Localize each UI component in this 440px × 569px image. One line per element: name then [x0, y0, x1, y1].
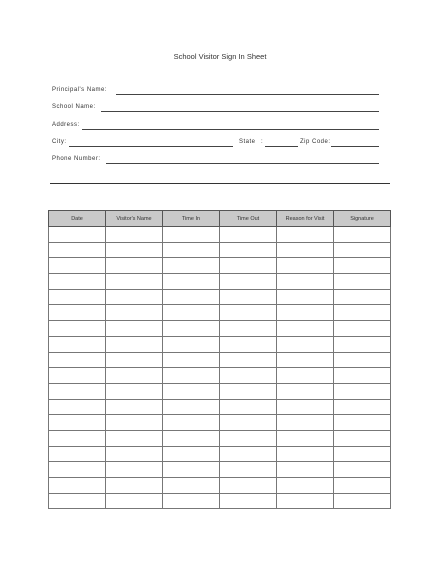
table-cell[interactable]	[49, 399, 106, 415]
table-cell[interactable]	[163, 305, 220, 321]
table-row	[49, 478, 391, 494]
table-cell[interactable]	[277, 289, 334, 305]
address-label: Address:	[52, 122, 80, 128]
table-cell[interactable]	[49, 493, 106, 509]
table-cell[interactable]	[106, 227, 163, 243]
table-cell[interactable]	[277, 462, 334, 478]
table-cell[interactable]	[163, 462, 220, 478]
table-cell[interactable]	[220, 478, 277, 494]
table-cell[interactable]	[334, 446, 391, 462]
table-row	[49, 227, 391, 243]
table-cell[interactable]	[49, 352, 106, 368]
school-name-field[interactable]	[101, 111, 379, 112]
table-cell[interactable]	[277, 305, 334, 321]
table-cell[interactable]	[49, 383, 106, 399]
table-cell[interactable]	[277, 336, 334, 352]
table-row	[49, 274, 391, 290]
table-cell[interactable]	[334, 336, 391, 352]
table-cell[interactable]	[277, 478, 334, 494]
column-header-visitor-name: Visitor's Name	[106, 211, 163, 227]
table-cell[interactable]	[106, 274, 163, 290]
table-cell[interactable]	[163, 274, 220, 290]
table-cell[interactable]	[49, 258, 106, 274]
table-row	[49, 321, 391, 337]
table-cell[interactable]	[220, 462, 277, 478]
table-cell[interactable]	[163, 368, 220, 384]
table-cell[interactable]	[220, 336, 277, 352]
table-cell[interactable]	[220, 321, 277, 337]
table-cell[interactable]	[106, 321, 163, 337]
table-cell[interactable]	[334, 305, 391, 321]
table-cell[interactable]	[277, 493, 334, 509]
table-cell[interactable]	[220, 289, 277, 305]
column-header-date: Date	[49, 211, 106, 227]
table-cell[interactable]	[334, 274, 391, 290]
form-title: School Visitor Sign In Sheet	[173, 52, 267, 61]
city-label: City:	[52, 139, 67, 145]
visitor-log-table	[48, 210, 391, 509]
table-cell[interactable]	[163, 258, 220, 274]
table-row	[49, 383, 391, 399]
table-cell[interactable]	[106, 430, 163, 446]
table-cell[interactable]	[49, 305, 106, 321]
table-cell[interactable]	[49, 227, 106, 243]
table-cell[interactable]	[49, 242, 106, 258]
table-cell[interactable]	[163, 493, 220, 509]
section-divider	[50, 183, 390, 184]
school-name-label: School Name:	[52, 104, 96, 110]
table-cell[interactable]	[277, 430, 334, 446]
table-row	[49, 352, 391, 368]
table-cell[interactable]	[163, 415, 220, 431]
table-cell[interactable]	[277, 352, 334, 368]
table-cell[interactable]	[277, 321, 334, 337]
table-cell[interactable]	[277, 227, 334, 243]
zip-code-label: Zip Code:	[300, 139, 331, 145]
table-cell[interactable]	[220, 446, 277, 462]
table-row	[49, 399, 391, 415]
table-cell[interactable]	[334, 258, 391, 274]
table-cell[interactable]	[106, 399, 163, 415]
table-cell[interactable]	[106, 242, 163, 258]
table-cell[interactable]	[106, 336, 163, 352]
table-cell[interactable]	[163, 321, 220, 337]
table-row	[49, 305, 391, 321]
phone-number-label: Phone Number:	[52, 156, 101, 162]
table-cell[interactable]	[106, 462, 163, 478]
table-cell[interactable]	[334, 399, 391, 415]
table-cell[interactable]	[334, 478, 391, 494]
table-cell[interactable]	[334, 321, 391, 337]
table-cell[interactable]	[49, 462, 106, 478]
table-row	[49, 242, 391, 258]
column-header-reason: Reason for Visit	[277, 211, 334, 227]
table-body	[49, 227, 391, 509]
table-cell[interactable]	[277, 446, 334, 462]
table-cell[interactable]	[106, 258, 163, 274]
table-cell[interactable]	[220, 415, 277, 431]
table-cell[interactable]	[49, 478, 106, 494]
table-cell[interactable]	[106, 383, 163, 399]
table-cell[interactable]	[220, 227, 277, 243]
table-cell[interactable]	[106, 493, 163, 509]
table-cell[interactable]	[334, 415, 391, 431]
table-cell[interactable]	[334, 368, 391, 384]
address-field[interactable]	[82, 129, 379, 130]
table-cell[interactable]	[334, 430, 391, 446]
table-row	[49, 289, 391, 305]
table-cell[interactable]	[163, 227, 220, 243]
table-cell[interactable]	[49, 321, 106, 337]
table-cell[interactable]	[277, 383, 334, 399]
table-cell[interactable]	[220, 399, 277, 415]
table-cell[interactable]	[163, 430, 220, 446]
table-cell[interactable]	[334, 383, 391, 399]
state-separator: :	[261, 139, 264, 145]
table-cell[interactable]	[334, 462, 391, 478]
column-header-signature: Signature	[334, 211, 391, 227]
table-row	[49, 446, 391, 462]
zip-code-field[interactable]	[331, 146, 379, 147]
table-row	[49, 493, 391, 509]
table-cell[interactable]	[163, 289, 220, 305]
table-cell[interactable]	[49, 368, 106, 384]
table-row	[49, 258, 391, 274]
table-cell[interactable]	[106, 478, 163, 494]
table-cell[interactable]	[49, 430, 106, 446]
table-cell[interactable]	[49, 336, 106, 352]
table-cell[interactable]	[163, 352, 220, 368]
table-cell[interactable]	[163, 478, 220, 494]
table-cell[interactable]	[277, 415, 334, 431]
state-label: State	[239, 139, 256, 145]
table-header-row	[49, 211, 391, 227]
table-cell[interactable]	[49, 274, 106, 290]
table-row	[49, 368, 391, 384]
principal-name-field[interactable]	[116, 94, 379, 95]
table-cell[interactable]	[220, 368, 277, 384]
phone-number-field[interactable]	[106, 163, 379, 164]
table-cell[interactable]	[334, 289, 391, 305]
table-cell[interactable]	[220, 305, 277, 321]
table-cell[interactable]	[220, 352, 277, 368]
principal-name-label: Principal's Name:	[52, 87, 107, 93]
table-cell[interactable]	[220, 430, 277, 446]
table-cell[interactable]	[220, 493, 277, 509]
table-cell[interactable]	[163, 399, 220, 415]
column-header-time-in: Time In	[163, 211, 220, 227]
table-cell[interactable]	[334, 493, 391, 509]
column-header-time-out: Time Out	[220, 211, 277, 227]
table-row	[49, 415, 391, 431]
table-cell[interactable]	[106, 446, 163, 462]
table-cell[interactable]	[163, 446, 220, 462]
table-cell[interactable]	[277, 242, 334, 258]
state-field[interactable]	[265, 146, 298, 147]
table-cell[interactable]	[277, 258, 334, 274]
table-cell[interactable]	[163, 336, 220, 352]
table-cell[interactable]	[220, 242, 277, 258]
table-cell[interactable]	[106, 368, 163, 384]
table-cell[interactable]	[49, 415, 106, 431]
table-cell[interactable]	[277, 399, 334, 415]
table-cell[interactable]	[334, 242, 391, 258]
table-cell[interactable]	[163, 242, 220, 258]
table-row	[49, 462, 391, 478]
table-cell[interactable]	[277, 368, 334, 384]
table-row	[49, 430, 391, 446]
table-cell[interactable]	[220, 274, 277, 290]
table-cell[interactable]	[106, 289, 163, 305]
table-cell[interactable]	[106, 305, 163, 321]
table-cell[interactable]	[106, 352, 163, 368]
table-cell[interactable]	[334, 227, 391, 243]
table-row	[49, 336, 391, 352]
table-cell[interactable]	[220, 383, 277, 399]
table-cell[interactable]	[334, 352, 391, 368]
city-field[interactable]	[69, 146, 233, 147]
table-cell[interactable]	[49, 446, 106, 462]
table-cell[interactable]	[106, 415, 163, 431]
table-cell[interactable]	[277, 274, 334, 290]
table-cell[interactable]	[49, 289, 106, 305]
table-cell[interactable]	[163, 383, 220, 399]
table-cell[interactable]	[220, 258, 277, 274]
